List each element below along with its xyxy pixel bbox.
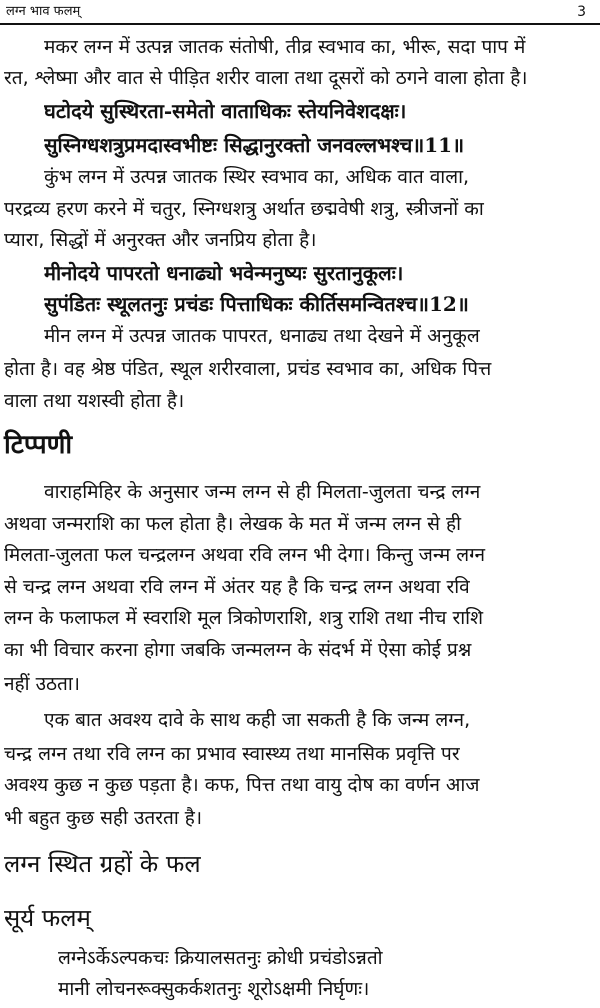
surya-verse-line-1: लग्नेऽर्केऽल्पकचः क्रियालसतनुः क्रोधी प्रचंडोऽन्नतो (58, 947, 383, 969)
heading-tippani: टिप्पणी (4, 430, 73, 460)
p2-line-2: परद्रव्य हरण करने में चतुर, स्निग्धशत्रु अर्थात छद्मवेषी शत्रु, स्त्रीजनों का (4, 198, 484, 220)
header-rule (0, 23, 600, 25)
heading-lagna-graha-phal: लग्न स्थित ग्रहों के फल (4, 850, 201, 878)
p1-line-1: मकर लग्न में उत्पन्न जातक संतोषी, तीव्र स्वभाव का, भीरू, सदा पाप में (44, 36, 526, 58)
p4-line-6: का भी विचार करना होगा जबकि जन्मलग्न के संदर्भ में ऐसा कोई प्रश्न (4, 639, 472, 661)
verse-12-line-1: मीनोदये पापरतो धनाढ्यो भवेन्मनुष्यः सुरतानुकूलः। (44, 261, 404, 285)
surya-verse-line-2: मानी लोचनरूक्सुकर्कशतनुः शूरोऽक्षमी निर्घृणः। (58, 978, 370, 1000)
p1-line-2: रत, श्लेष्मा और वात से पीड़ित शरीर वाला तथा दूसरों को ठगने वाला होता है। (4, 67, 528, 89)
verse-11-line-1: घटोदये सुस्थिरता-समेतो वाताधिकः स्तेयनिवेशदक्षः। (44, 99, 407, 123)
p4-line-3: मिलता-जुलता फल चन्द्रलग्न अथवा रवि लग्न भी देगा। किन्तु जन्म लग्न (4, 544, 486, 566)
page-number: 3 (577, 4, 586, 20)
p2-line-3: प्यारा, सिद्धों में अनुरक्त और जनप्रिय होता है। (4, 229, 317, 251)
p4-line-2: अथवा जन्मराशि का फल होता है। लेखक के मत में जन्म लग्न से ही (4, 513, 462, 535)
p4-line-7: नहीं उठता। (4, 673, 80, 695)
p4-line-4: से चन्द्र लग्न अथवा रवि लग्न में अंतर यह है कि चन्द्र लग्न अथवा रवि (4, 576, 470, 598)
p5-line-3: अवश्य कुछ न कुछ पड़ता है। कफ, पित्त तथा वायु दोष का वर्णन आज (4, 774, 480, 796)
verse-11-line-2: सुस्निग्धशत्रुप्रमदास्वभीष्टः सिद्धानुरक्तो जनवल्लभश्च॥11॥ (44, 133, 465, 157)
verse-12-line-2: सुपंडितः स्थूलतनुः प्रचंडः पित्ताधिकः कीर्तिसमन्वितश्च॥12॥ (44, 292, 469, 316)
p5-line-2: चन्द्र लग्न तथा रवि लग्न का प्रभाव स्वास्थ्य तथा मानसिक प्रवृत्ति पर (4, 743, 460, 765)
p3-line-1: मीन लग्न में उत्पन्न जातक पापरत, धनाढ्य तथा देखने में अनुकूल (44, 325, 480, 347)
p4-line-5: लग्न के फलाफल में स्वराशि मूल त्रिकोणराशि, शत्रु राशि तथा नीच राशि (4, 607, 483, 629)
p3-line-3: वाला तथा यशस्वी होता है। (4, 390, 185, 412)
running-head: लग्न भाव फलम् (6, 4, 81, 19)
p5-line-1: एक बात अवश्य दावे के साथ कही जा सकती है कि जन्म लग्न, (44, 709, 471, 731)
p2-line-1: कुंभ लग्न में उत्पन्न जातक स्थिर स्वभाव का, अधिक वात वाला, (44, 166, 470, 188)
p3-line-2: होता है। वह श्रेष्ठ पंडित, स्थूल शरीरवाला, प्रचंड स्वभाव का, अधिक पित्त (4, 358, 492, 380)
p4-line-1: वाराहमिहिर के अनुसार जन्म लग्न से ही मिलता-जुलता चन्द्र लग्न (44, 481, 481, 503)
heading-surya-phalam: सूर्य फलम् (4, 904, 91, 932)
p5-line-4: भी बहुत कुछ सही उतरता है। (4, 807, 203, 829)
